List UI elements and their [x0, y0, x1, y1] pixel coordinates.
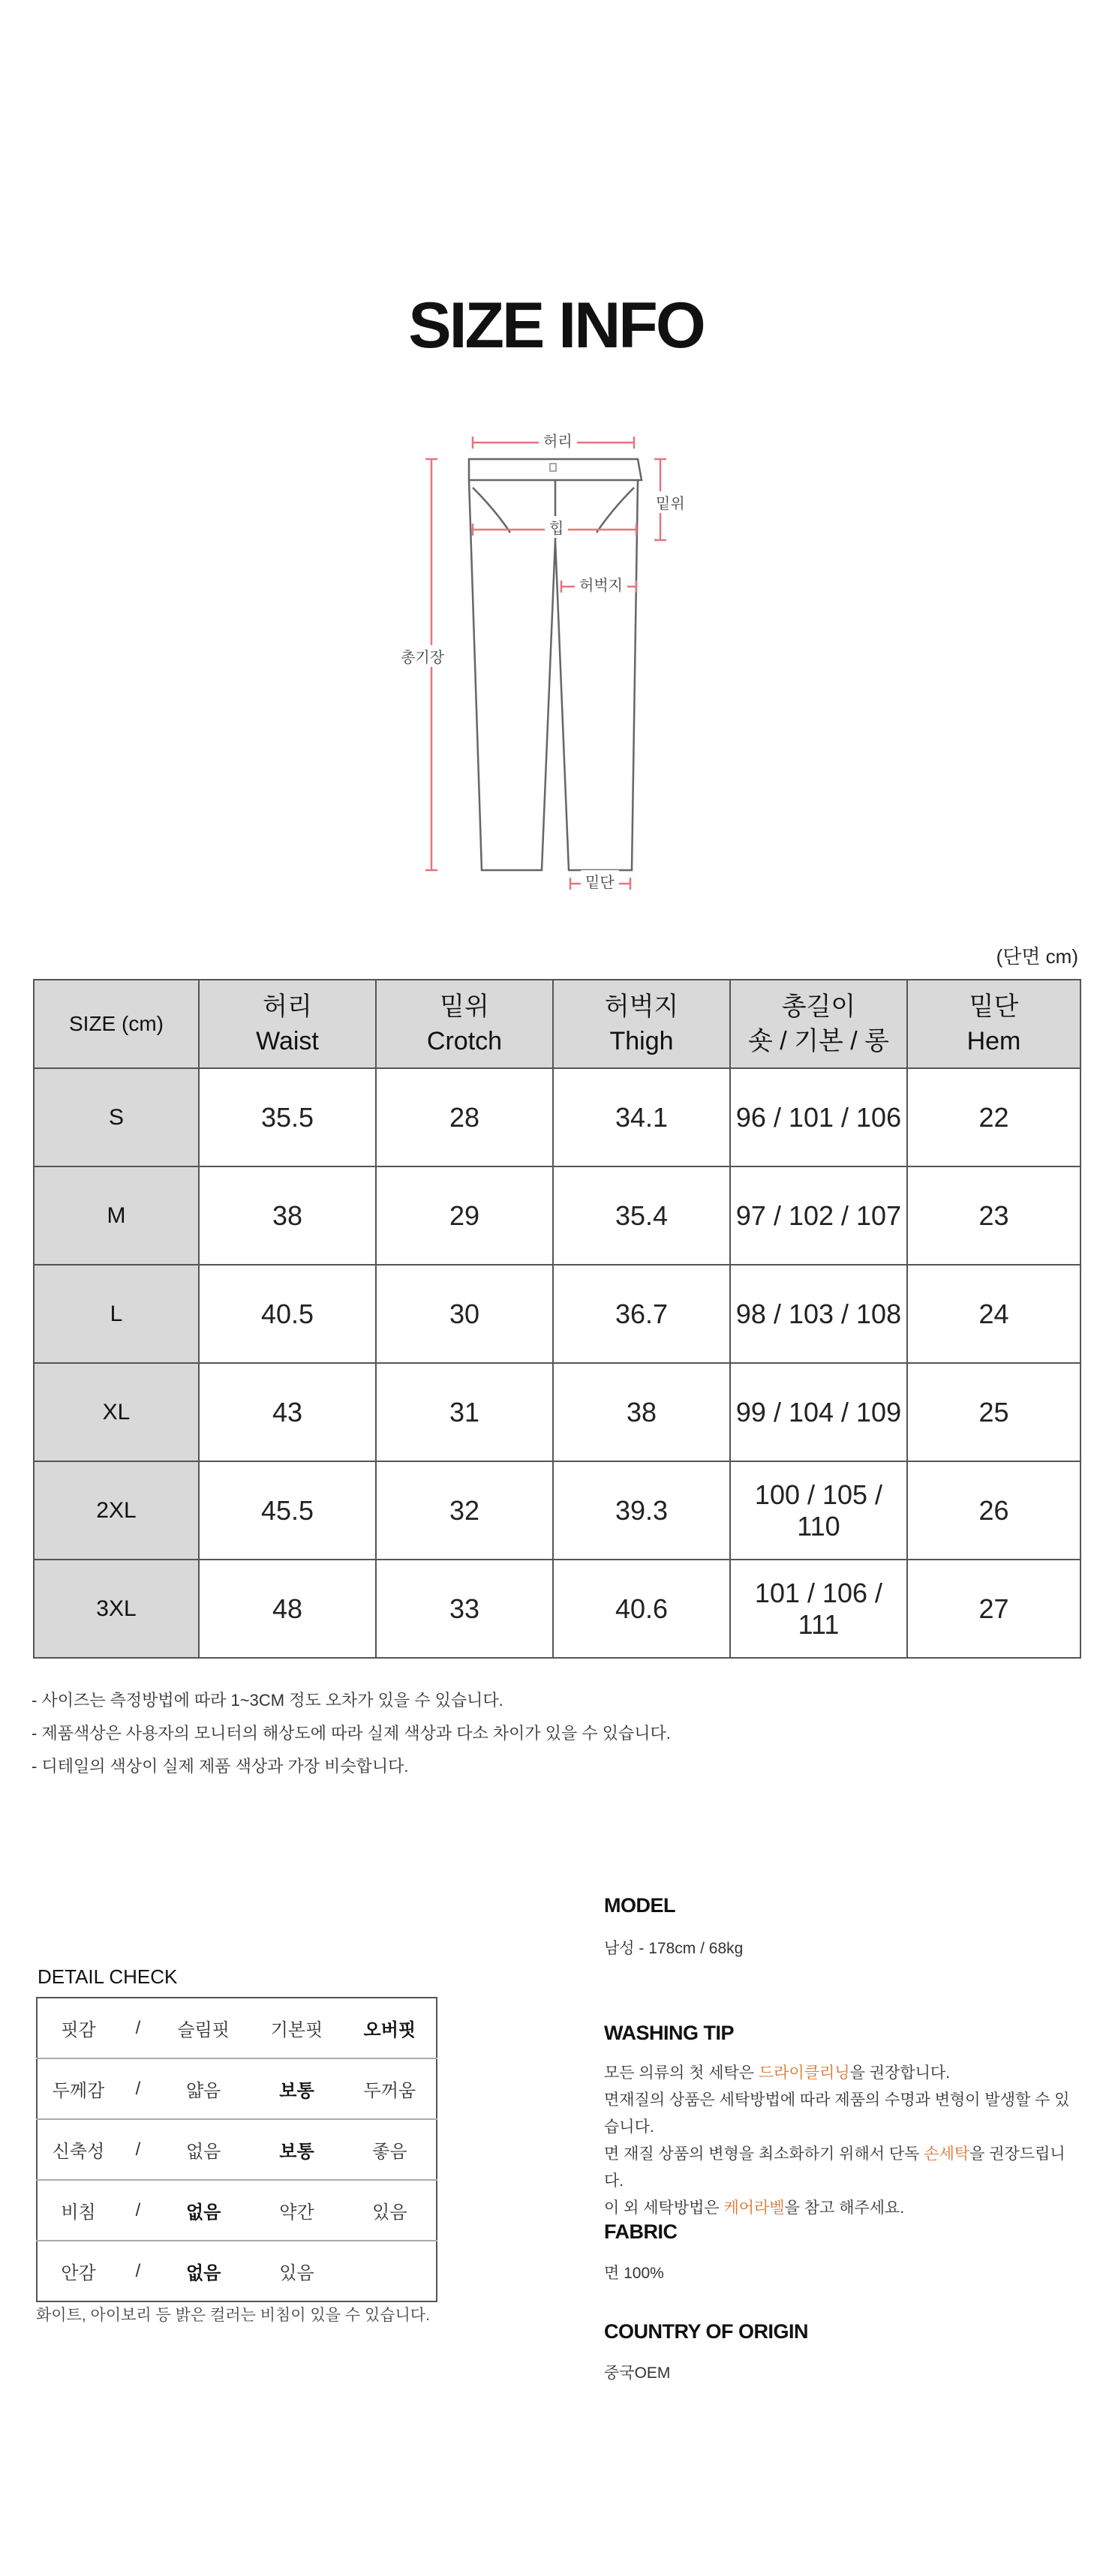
size-value-cell: 23 [907, 1166, 1080, 1265]
size-value-cell: 99 / 104 / 109 [730, 1363, 907, 1461]
detail-label: 비침 [37, 2180, 119, 2241]
detail-row [37, 1998, 437, 2058]
crotch-label: 밑위 [653, 491, 688, 513]
size-value-cell: 28 [376, 1068, 553, 1166]
detail-option: 보통 [250, 2058, 343, 2119]
size-value-cell: 39.3 [553, 1461, 730, 1560]
origin-heading: COUNTRY OF ORIGIN [604, 2320, 809, 2343]
detail-option: 두꺼움 [344, 2058, 437, 2119]
detail-option: 없음 [157, 2119, 250, 2180]
model-heading: MODEL [604, 1894, 675, 1917]
detail-row [37, 2241, 437, 2301]
measure-lines [425, 437, 666, 890]
note-line: - 제품색상은 사용자의 모니터의 해상도에 따라 실제 색상과 다소 차이가 있을 수 있습니다. [32, 1724, 671, 1743]
detail-option: 있음 [344, 2180, 437, 2241]
carelabel-highlight: 케어라벨 [723, 2199, 785, 2217]
size-value-cell: 45.5 [199, 1461, 376, 1560]
size-value-cell: 97 / 102 / 107 [730, 1166, 907, 1265]
unit-label: (단면 cm) [996, 945, 1078, 968]
fabric-section [604, 2220, 1084, 2287]
size-value-cell: 31 [376, 1363, 553, 1461]
detail-row [37, 2180, 437, 2241]
washing-line-4: 이 외 세탁방법은 케어라벨을 참고 해주세요. [604, 2199, 905, 2217]
header-waist: 허리 Waist [199, 980, 376, 1068]
detail-option: 약간 [250, 2180, 343, 2241]
detail-option: 오버핏 [363, 2020, 416, 2040]
size-value-cell: 29 [376, 1166, 553, 1265]
detail-separator: / [135, 2017, 141, 2038]
size-value-cell: 33 [376, 1560, 553, 1658]
origin-section [604, 2320, 1084, 2387]
hem-label: 밑단 [581, 870, 619, 892]
size-row [34, 1461, 1080, 1560]
detail-option: 없음 [157, 2180, 250, 2241]
size-label-cell: M [34, 1166, 199, 1265]
handwash-highlight: 손세탁 [924, 2145, 970, 2163]
size-value-cell: 32 [376, 1461, 553, 1560]
detail-label: 안감 [37, 2241, 119, 2301]
page-title: SIZE INFO [408, 290, 704, 362]
model-text: 남성 - 178cm / 68kg [604, 1940, 744, 1957]
size-row [34, 1363, 1080, 1461]
size-value-cell: 30 [376, 1265, 553, 1363]
size-value-cell: 100 / 105 / 110 [730, 1461, 907, 1560]
header-thigh: 허벅지 Thigh [553, 980, 730, 1068]
size-row [34, 1068, 1080, 1166]
size-value-cell: 40.5 [199, 1265, 376, 1363]
detail-option: 있음 [250, 2241, 343, 2301]
model-section [604, 1894, 1084, 1962]
size-value-cell: 27 [907, 1560, 1080, 1658]
detail-option: 기본핏 [270, 2020, 323, 2040]
washing-line-1: 모든 의류의 첫 세탁은 드라이클리닝을 권장합니다. [604, 2064, 951, 2082]
washing-line-2: 면재질의 상품은 세탁방법에 따라 제품의 수명과 변형이 발생할 수 있습니다. [604, 2091, 1070, 2136]
detail-option: 얇음 [157, 2058, 250, 2119]
header-length: 총길이 숏 / 기본 / 롱 [730, 980, 907, 1068]
origin-text: 중국OEM [604, 2364, 671, 2382]
detail-option: 좋음 [344, 2119, 437, 2180]
detail-option: 보통 [250, 2119, 343, 2180]
size-value-cell: 35.4 [553, 1166, 730, 1265]
size-value-cell: 22 [907, 1068, 1080, 1166]
size-value-cell: 40.6 [553, 1560, 730, 1658]
detail-check-title: DETAIL CHECK [38, 1965, 178, 1988]
note-line: - 사이즈는 측정방법에 따라 1~3CM 정도 오차가 있을 수 있습니다. [32, 1691, 503, 1710]
size-value-cell: 48 [199, 1560, 376, 1658]
detail-row [37, 2058, 437, 2119]
detail-check-note: 화이트, 아이보리 등 밝은 컬러는 비침이 있을 수 있습니다. [36, 2307, 430, 2324]
size-label-cell: S [34, 1068, 199, 1166]
size-value-cell: 36.7 [553, 1265, 730, 1363]
length-label: 총기장 [398, 645, 447, 667]
detail-separator: / [119, 2180, 157, 2241]
washing-line-3: 면 재질 상품의 변형을 최소화하기 위해서 단독 손세탁을 권장드립니다. [604, 2145, 1065, 2190]
detail-label: 두께감 [37, 2058, 119, 2119]
pants-diagram [398, 420, 713, 900]
size-value-cell: 38 [553, 1363, 730, 1461]
left-pocket [473, 488, 510, 533]
size-value-cell: 98 / 103 / 108 [730, 1265, 907, 1363]
size-row [34, 1166, 1080, 1265]
thigh-label: 허벅지 [575, 573, 627, 595]
size-value-cell: 26 [907, 1461, 1080, 1560]
size-value-cell: 34.1 [553, 1068, 730, 1166]
detail-separator: / [119, 2119, 157, 2180]
size-label-cell: L [34, 1265, 199, 1363]
size-label-cell: XL [34, 1363, 199, 1461]
size-row [34, 1265, 1080, 1363]
size-value-cell: 101 / 106 / 111 [730, 1560, 907, 1658]
size-label-cell: 2XL [34, 1461, 199, 1560]
size-value-cell: 43 [199, 1363, 376, 1461]
size-row [34, 1560, 1080, 1658]
fabric-text: 면 100% [604, 2265, 664, 2282]
drycleaning-highlight: 드라이클리닝 [758, 2064, 850, 2082]
size-label-cell: 3XL [34, 1560, 199, 1658]
size-value-cell: 96 / 101 / 106 [730, 1068, 907, 1166]
fabric-heading: FABRIC [604, 2220, 678, 2243]
right-pocket [597, 488, 634, 533]
note-line: - 디테일의 색상이 실제 제품 색상과 가장 비슷합니다. [32, 1757, 409, 1776]
button-icon [550, 464, 556, 471]
detail-option [344, 2241, 437, 2301]
detail-check-table [36, 1997, 437, 2302]
detail-label: 신축성 [37, 2119, 119, 2180]
size-table-header [34, 980, 1080, 1068]
header-crotch: 밑위 Crotch [376, 980, 553, 1068]
size-value-cell: 25 [907, 1363, 1080, 1461]
header-size: SIZE (cm) [34, 980, 199, 1068]
washing-section [604, 2022, 1084, 2222]
waist-label: 허리 [539, 429, 577, 451]
detail-option: 슬림핏 [177, 2020, 230, 2040]
detail-label: 핏감 [61, 2020, 96, 2040]
size-value-cell: 24 [907, 1265, 1080, 1363]
size-notes [32, 1684, 671, 1783]
header-hem: 밑단 Hem [907, 980, 1080, 1068]
size-value-cell: 38 [199, 1166, 376, 1265]
size-table [33, 979, 1081, 1659]
size-value-cell: 35.5 [199, 1068, 376, 1166]
washing-heading: WASHING TIP [604, 2022, 735, 2044]
detail-separator: / [119, 2241, 157, 2301]
detail-option: 없음 [157, 2241, 250, 2301]
detail-row [37, 2119, 437, 2180]
hip-label: 힙 [545, 516, 568, 538]
detail-separator: / [119, 2058, 157, 2119]
